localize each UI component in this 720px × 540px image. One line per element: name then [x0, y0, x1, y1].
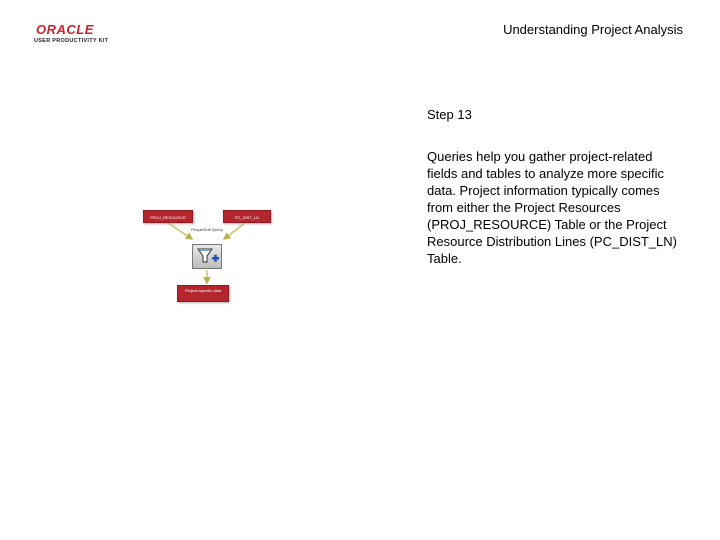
page-title: Understanding Project Analysis	[503, 22, 683, 37]
query-diagram	[140, 205, 280, 305]
arrow-resource-to-query	[168, 223, 192, 239]
step-description: Queries help you gather project-related fields and tables to analyze more specific data. Project information typically comes from either the Project Resources (PROJ_RESOURCE) Table or the Project Resource Distribution Lines (PC_DIST_LN) Table.	[427, 149, 677, 266]
query-label: PeopleSoft Query	[191, 227, 223, 232]
upk-logo-subtext: USER PRODUCTIVITY KIT	[34, 38, 109, 44]
arrow-dist-to-query	[224, 223, 245, 239]
proj-resource-box: PROJ_RESOURCE	[143, 210, 193, 223]
pc-dist-ln-box: PC_DIST_LN	[223, 210, 271, 223]
query-funnel-icon	[192, 244, 222, 269]
oracle-logo-text: ORACLE	[36, 22, 94, 37]
oracle-upk-logo	[34, 22, 126, 48]
project-data-box: Project-specific data	[177, 285, 229, 302]
step-number: Step 13	[427, 107, 472, 122]
